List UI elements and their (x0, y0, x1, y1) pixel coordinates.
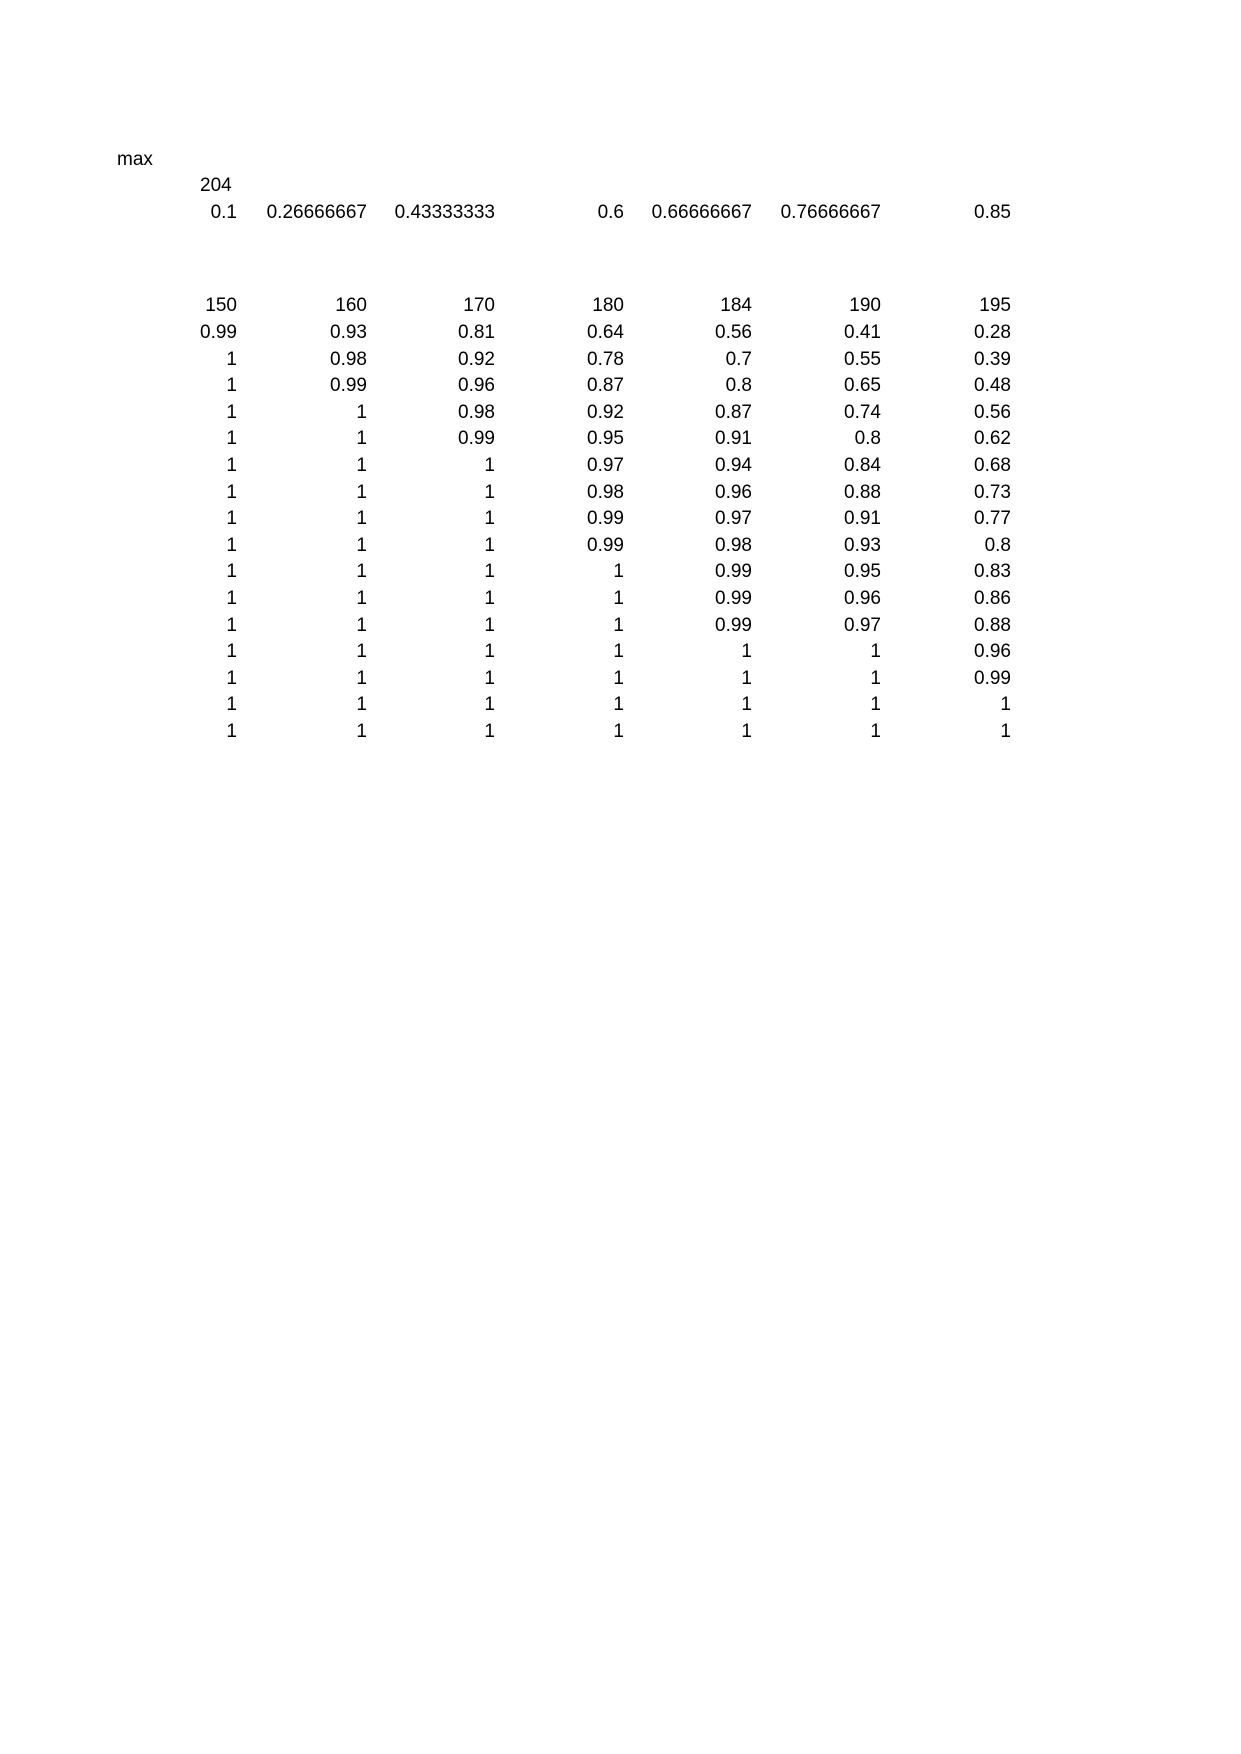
table-cell: 1 (226, 534, 237, 556)
table-cell: 1 (613, 721, 624, 742)
table-cell: 0.99 (200, 322, 237, 343)
table-cell: 1 (356, 561, 367, 583)
table-cell: 1 (226, 481, 237, 503)
table-cell: 1 (484, 694, 495, 716)
table-cell: 1 (484, 721, 495, 742)
table-cell: 1 (356, 614, 367, 636)
table-cell: 0.98 (458, 401, 495, 423)
ratio-cell: 0.76666667 (780, 202, 881, 223)
table-cell: 1 (226, 401, 237, 423)
table-cell: 1 (484, 455, 495, 476)
table-cell: 1 (870, 641, 881, 663)
table-cell: 1 (613, 614, 624, 636)
table-cell: 0.8 (984, 534, 1011, 556)
table-header-cell: 180 (592, 295, 624, 316)
table-cell: 1 (484, 508, 495, 530)
table-cell: 0.99 (974, 667, 1011, 689)
table-cell: 1 (484, 588, 495, 609)
table-header-cell: 190 (849, 295, 881, 316)
table-cell: 1 (356, 641, 367, 663)
table-cell: 0.88 (844, 481, 881, 503)
table-cell: 0.74 (844, 401, 881, 423)
ratio-cell: 0.66666667 (651, 202, 752, 223)
table-cell: 1 (870, 694, 881, 716)
table-cell: 1 (356, 428, 367, 450)
table-cell: 0.99 (330, 375, 367, 397)
table-cell: 1 (741, 667, 752, 689)
table-cell: 0.65 (844, 375, 881, 397)
table-cell: 0.99 (587, 534, 624, 556)
table-cell: 0.98 (330, 348, 367, 370)
table-cell: 1 (356, 534, 367, 556)
table-cell: 0.93 (330, 322, 367, 343)
table-cell: 0.88 (974, 614, 1011, 636)
table-cell: 0.97 (587, 455, 624, 476)
table-cell: 1 (613, 667, 624, 689)
table-cell: 0.77 (974, 508, 1011, 530)
table-cell: 0.97 (715, 508, 752, 530)
table-cell: 1 (226, 561, 237, 583)
table-cell: 1 (870, 721, 881, 742)
table-cell: 1 (484, 614, 495, 636)
table-cell: 1 (356, 588, 367, 609)
table-cell: 0.99 (458, 428, 495, 450)
table-cell: 1 (226, 428, 237, 450)
table-cell: 0.93 (844, 534, 881, 556)
table-cell: 0.99 (587, 508, 624, 530)
table-header-cell: 195 (979, 295, 1011, 316)
table-cell: 0.39 (974, 348, 1011, 370)
table-cell: 0.87 (587, 375, 624, 397)
table-cell: 0.98 (587, 481, 624, 503)
table-cell: 1 (1000, 721, 1011, 742)
table-cell: 1 (484, 667, 495, 689)
table-cell: 1 (356, 481, 367, 503)
table-cell: 0.86 (974, 588, 1011, 609)
table-cell: 0.91 (715, 428, 752, 450)
ratio-cell: 0.1 (210, 202, 237, 223)
ratio-cell: 0.26666667 (266, 202, 367, 223)
table-header-cell: 184 (720, 295, 752, 316)
table-cell: 1 (613, 588, 624, 609)
table-cell: 1 (356, 667, 367, 689)
table-cell: 0.56 (715, 322, 752, 343)
table-cell: 1 (356, 455, 367, 476)
table-cell: 1 (613, 561, 624, 583)
table-cell: 0.56 (974, 401, 1011, 423)
table-cell: 1 (226, 375, 237, 397)
table-header-cell: 150 (205, 295, 237, 316)
table-cell: 0.97 (844, 614, 881, 636)
table-cell: 0.83 (974, 561, 1011, 583)
table-cell: 1 (484, 534, 495, 556)
table-cell: 0.73 (974, 481, 1011, 503)
table-cell: 0.7 (725, 348, 752, 370)
table-cell: 1 (356, 694, 367, 716)
table-cell: 1 (356, 401, 367, 423)
max-label: max (117, 149, 153, 170)
table-cell: 0.41 (844, 322, 881, 343)
table-cell: 1 (356, 721, 367, 742)
table-cell: 0.96 (974, 641, 1011, 663)
table-cell: 0.8 (725, 375, 752, 397)
table-cell: 1 (226, 721, 237, 742)
table-cell: 1 (741, 641, 752, 663)
table-cell: 0.96 (844, 588, 881, 609)
table-cell: 1 (356, 508, 367, 530)
table-cell: 1 (226, 694, 237, 716)
table-cell: 1 (613, 641, 624, 663)
table-cell: 0.94 (715, 455, 752, 476)
max-value: 204 (200, 175, 232, 196)
table-cell: 0.95 (587, 428, 624, 450)
table-cell: 1 (226, 588, 237, 609)
table-cell: 0.91 (844, 508, 881, 530)
table-cell: 0.62 (974, 428, 1011, 450)
table-cell: 0.68 (974, 455, 1011, 476)
table-cell: 1 (1000, 694, 1011, 716)
table-cell: 0.99 (715, 588, 752, 609)
table-header-cell: 170 (463, 295, 495, 316)
ratio-cell: 0.43333333 (394, 202, 495, 223)
table-cell: 0.99 (715, 561, 752, 583)
table-cell: 0.78 (587, 348, 624, 370)
table-cell: 1 (226, 667, 237, 689)
table-cell: 0.8 (854, 428, 881, 450)
table-cell: 1 (226, 641, 237, 663)
table-cell: 0.28 (974, 322, 1011, 343)
table-cell: 0.92 (458, 348, 495, 370)
table-cell: 1 (226, 508, 237, 530)
table-cell: 0.55 (844, 348, 881, 370)
table-cell: 1 (484, 641, 495, 663)
table-cell: 0.98 (715, 534, 752, 556)
table-cell: 0.48 (974, 375, 1011, 397)
table-cell: 0.84 (844, 455, 881, 476)
table-cell: 0.96 (458, 375, 495, 397)
table-cell: 1 (226, 614, 237, 636)
ratio-cell: 0.85 (974, 202, 1011, 223)
table-cell: 0.96 (715, 481, 752, 503)
table-cell: 0.87 (715, 401, 752, 423)
table-header-cell: 160 (335, 295, 367, 316)
table-cell: 1 (870, 667, 881, 689)
table-cell: 1 (741, 721, 752, 742)
table-cell: 1 (226, 348, 237, 370)
table-cell: 0.95 (844, 561, 881, 583)
table-cell: 1 (613, 694, 624, 716)
table-cell: 1 (226, 455, 237, 476)
table-cell: 1 (484, 481, 495, 503)
table-cell: 0.99 (715, 614, 752, 636)
table-cell: 1 (484, 561, 495, 583)
table-cell: 0.81 (458, 322, 495, 343)
table-cell: 1 (741, 694, 752, 716)
table-cell: 0.64 (587, 322, 624, 343)
ratio-cell: 0.6 (597, 202, 624, 223)
table-cell: 0.92 (587, 401, 624, 423)
